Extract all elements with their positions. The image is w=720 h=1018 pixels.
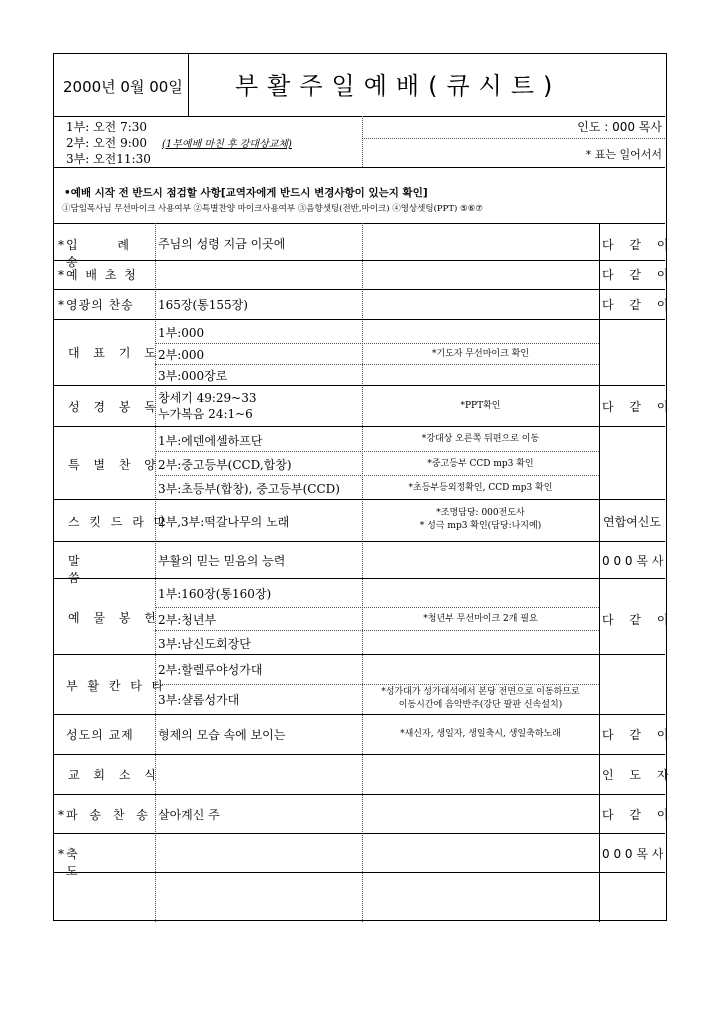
schedule-line-2-note: (1부예배 마친 후 강대상교체): [162, 139, 292, 150]
prayer-line-3: 3부:000장로: [158, 369, 228, 383]
row-label-doxology: 영광의 찬송: [66, 298, 134, 312]
row-content-entrance: 주님의 성령 지금 이곳에: [158, 237, 286, 251]
header-divider: [188, 54, 189, 116]
special-line-3: 3부:초등부(합창), 중고등부(CCD): [158, 482, 340, 496]
row-label-entrance: [66, 236, 150, 270]
cantata-note-1: *성가대가 성가대석에서 본당 전면으로 이동하므로: [381, 687, 580, 697]
standing-note: * 표는 일어서서: [585, 148, 662, 161]
row-label-prayer: 대 표 기 도: [68, 346, 161, 360]
row-leader-offering: 다 같 이: [602, 613, 675, 627]
row-label-sending: 파 송 찬 송: [66, 808, 152, 822]
row-leader-fellowship: 다 같 이: [602, 728, 675, 742]
special-note-2: *중고등부 CCD mp3 확인: [427, 459, 534, 469]
row-leader-doxology: 다 같 이: [602, 298, 675, 312]
prayer-line-1: 1부:000: [158, 326, 205, 340]
fellowship-note: *새신자, 생일자, 생일축시, 생일축하노래: [400, 729, 561, 739]
row-content-skit: 2부,3부:떡갈나무의 노래: [158, 515, 290, 529]
prayer-note: *기도자 무선마이크 확인: [431, 349, 530, 359]
skit-note-2: * 성극 mp3 확인(담당:나지예): [419, 521, 542, 531]
row-label-sermon: [68, 552, 150, 586]
checklist-title: •예배 시작 전 반드시 점검할 사항[교역자에게 반드시 변경사항이 있는지 확인]: [64, 187, 428, 199]
row-label-offering: 예 물 봉 헌: [68, 611, 161, 625]
row-content-fellowship: 형제의 모습 속에 보이는: [158, 728, 286, 742]
schedule-line-3: 3부: 오전11:30: [66, 152, 151, 166]
cantata-note-2: 이동시간에 음악반주(강단 팔판 신속설치): [398, 700, 563, 710]
row-leader-news: 인 도 자: [602, 768, 675, 782]
schedule-line-1: 1부: 오전 7:30: [66, 120, 148, 134]
cantata-line-2: 3부:샬롬성가대: [158, 693, 240, 707]
service-leader: 인도 : 000 목사: [577, 120, 662, 134]
row-leader-scripture: 다 같 이: [602, 400, 675, 414]
row-label-text: 축 도: [66, 847, 138, 878]
scripture-line-2: 누가복음 24:1~6: [158, 407, 253, 421]
skit-note-1: *조명담당: 000전도사: [436, 508, 525, 518]
scripture-note: *PPT확인: [460, 401, 501, 411]
offering-note: *청년부 무선마이크 2개 필요: [423, 614, 538, 624]
cantata-line-1: 2부:할렐루야성가대: [158, 663, 263, 677]
special-note-1: *강대상 오른쪽 뒤편으로 이동: [421, 434, 540, 444]
row-label-text: 입 례 송: [66, 238, 147, 269]
row-label-invocation: 예 배 초 청: [66, 268, 138, 282]
row-label-skit: 스 킷 드 라 마: [68, 515, 169, 529]
row-label-benediction: [66, 845, 150, 879]
row-label-scripture: 성 경 봉 독: [68, 400, 161, 414]
schedule-line-2: 2부: 오전 9:00: [66, 136, 148, 150]
row-content-sermon: 부활의 믿는 믿음의 능력: [158, 554, 286, 568]
offering-line-2: 2부:청년부: [158, 613, 217, 627]
row-mark: *: [58, 268, 64, 282]
row-leader-benediction: 0 0 0 목 사: [602, 847, 664, 861]
row-label-special: 특 별 찬 양: [68, 458, 161, 472]
row-leader-invocation: 다 같 이: [602, 268, 675, 282]
offering-line-3: 3부:남신도회장단: [158, 637, 251, 651]
row-mark: *: [58, 808, 64, 822]
row-leader-sending: 다 같 이: [602, 808, 675, 822]
prayer-line-2: 2부:000: [158, 348, 205, 362]
row-label-fellowship: 성도의 교제: [66, 728, 134, 742]
row-label-news: 교 회 소 식: [68, 768, 161, 782]
service-date: 2000년 0월 00일: [63, 78, 183, 96]
row-label-cantata: 부 활 칸 타 타: [66, 679, 167, 693]
row-leader-entrance: 다 같 이: [602, 238, 675, 252]
scripture-line-1: 창세기 49:29~33: [158, 391, 257, 405]
page-title: 부활주일예배(큐시트): [235, 72, 562, 100]
row-content-sending: 살아계신 주: [158, 808, 220, 822]
special-line-1: 1부:에덴에셀하프단: [158, 434, 263, 448]
checklist-items: ①담임목사님 무선마이크 사용여부 ②특별찬양 마이크사용여부 ③음향셋팅(전반,마이크) ④영상셋팅(PPT) ⑤⑥⑦: [62, 204, 483, 214]
row-mark: *: [58, 847, 64, 861]
row-leader-skit: 연합여신도: [603, 515, 661, 529]
row-mark: *: [58, 298, 64, 312]
row-content-doxology: 165장(통155장): [158, 298, 248, 312]
row-label-text: 말 씀: [68, 554, 126, 585]
offering-line-1: 1부:160장(통160장): [158, 587, 272, 601]
row-leader-sermon: 0 0 0 목 사: [602, 554, 664, 568]
special-line-2: 2부:중고등부(CCD,합창): [158, 458, 292, 472]
special-note-3: *초등부등외정확인, CCD mp3 확인: [408, 483, 553, 493]
row-mark: *: [58, 238, 64, 252]
cue-sheet: [53, 53, 675, 921]
